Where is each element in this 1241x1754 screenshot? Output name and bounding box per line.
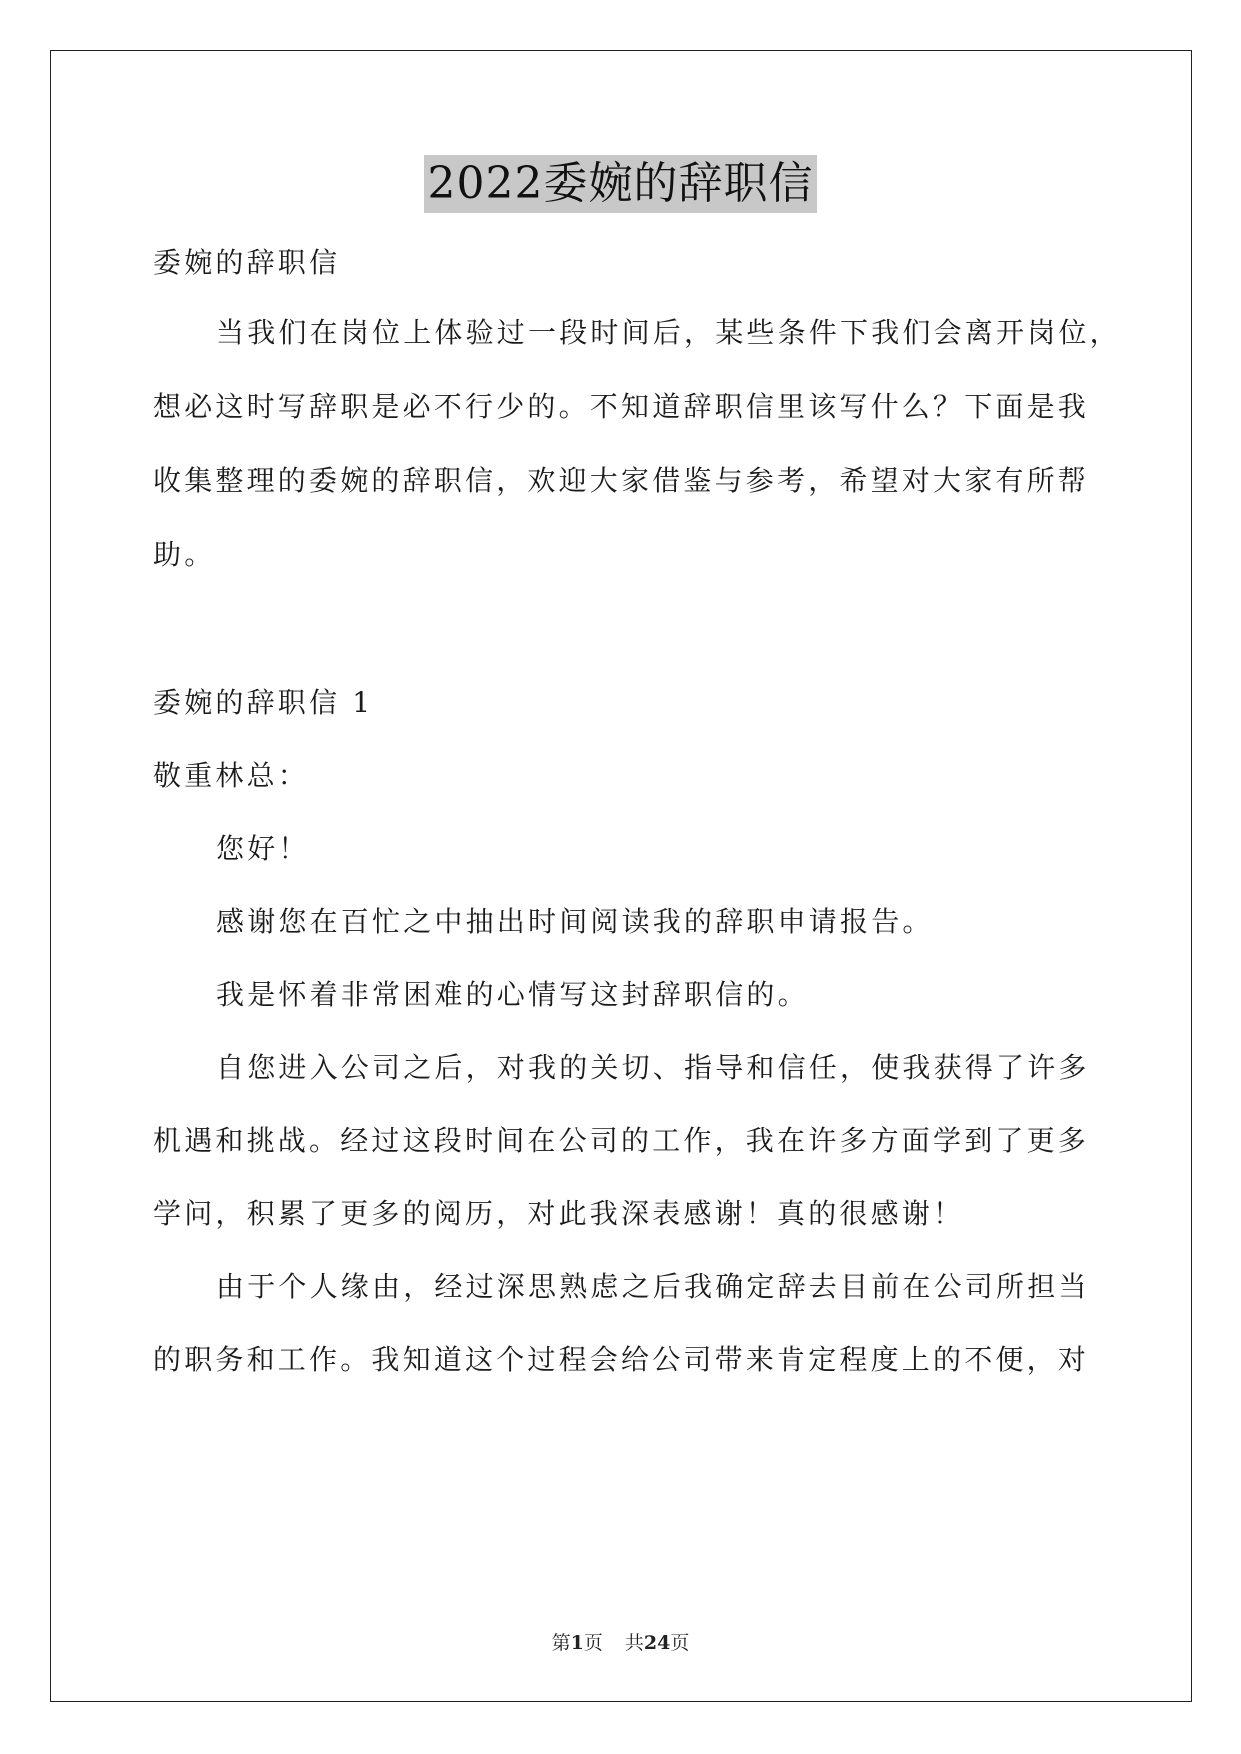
total-prefix: 共 <box>624 1632 644 1654</box>
text-line: 机遇和挑战。经过这段时间在公司的工作，我在许多方面学到了更多 <box>153 1124 1090 1157</box>
document-title: 2022委婉的辞职信 <box>424 155 818 213</box>
page-footer <box>0 1628 1241 1655</box>
title-container <box>0 155 1241 213</box>
text-line: 您好！ <box>216 832 310 865</box>
text-line: 由于个人缘由，经过深思熟虑之后我确定辞去目前在公司所担当 <box>216 1270 1090 1303</box>
page-border <box>50 50 1192 1702</box>
text-line: 收集整理的委婉的辞职信，欢迎大家借鉴与参考，希望对大家有所帮 <box>153 464 1090 497</box>
text-line: 的职务和工作。我知道这个过程会给公司带来肯定程度上的不便，对 <box>153 1343 1090 1376</box>
page-suffix: 页 <box>583 1632 603 1654</box>
total-pages: 24 <box>643 1632 671 1654</box>
text-line: 学问，积累了更多的阅历，对此我深表感谢！真的很感谢！ <box>153 1197 965 1230</box>
page-number: 1 <box>570 1632 584 1654</box>
text-line: 我是怀着非常困难的心情写这封辞职信的。 <box>216 978 809 1011</box>
text-line: 当我们在岗位上体验过一段时间后，某些条件下我们会离开岗位， <box>216 316 1121 349</box>
text-line: 感谢您在百忙之中抽出时间阅读我的辞职申请报告。 <box>216 905 934 938</box>
text-line: 助。 <box>153 538 216 571</box>
page-prefix: 第 <box>551 1632 571 1654</box>
text-line: 自您进入公司之后，对我的关切、指导和信任，使我获得了许多 <box>216 1051 1090 1084</box>
total-suffix: 页 <box>670 1632 690 1654</box>
text-line: 委婉的辞职信 <box>153 246 341 279</box>
section-heading: 委婉的辞职信 1 <box>153 686 374 719</box>
text-line: 想必这时写辞职是必不行少的。不知道辞职信里该写什么？下面是我 <box>153 390 1090 423</box>
salutation: 敬重林总： <box>153 759 310 792</box>
